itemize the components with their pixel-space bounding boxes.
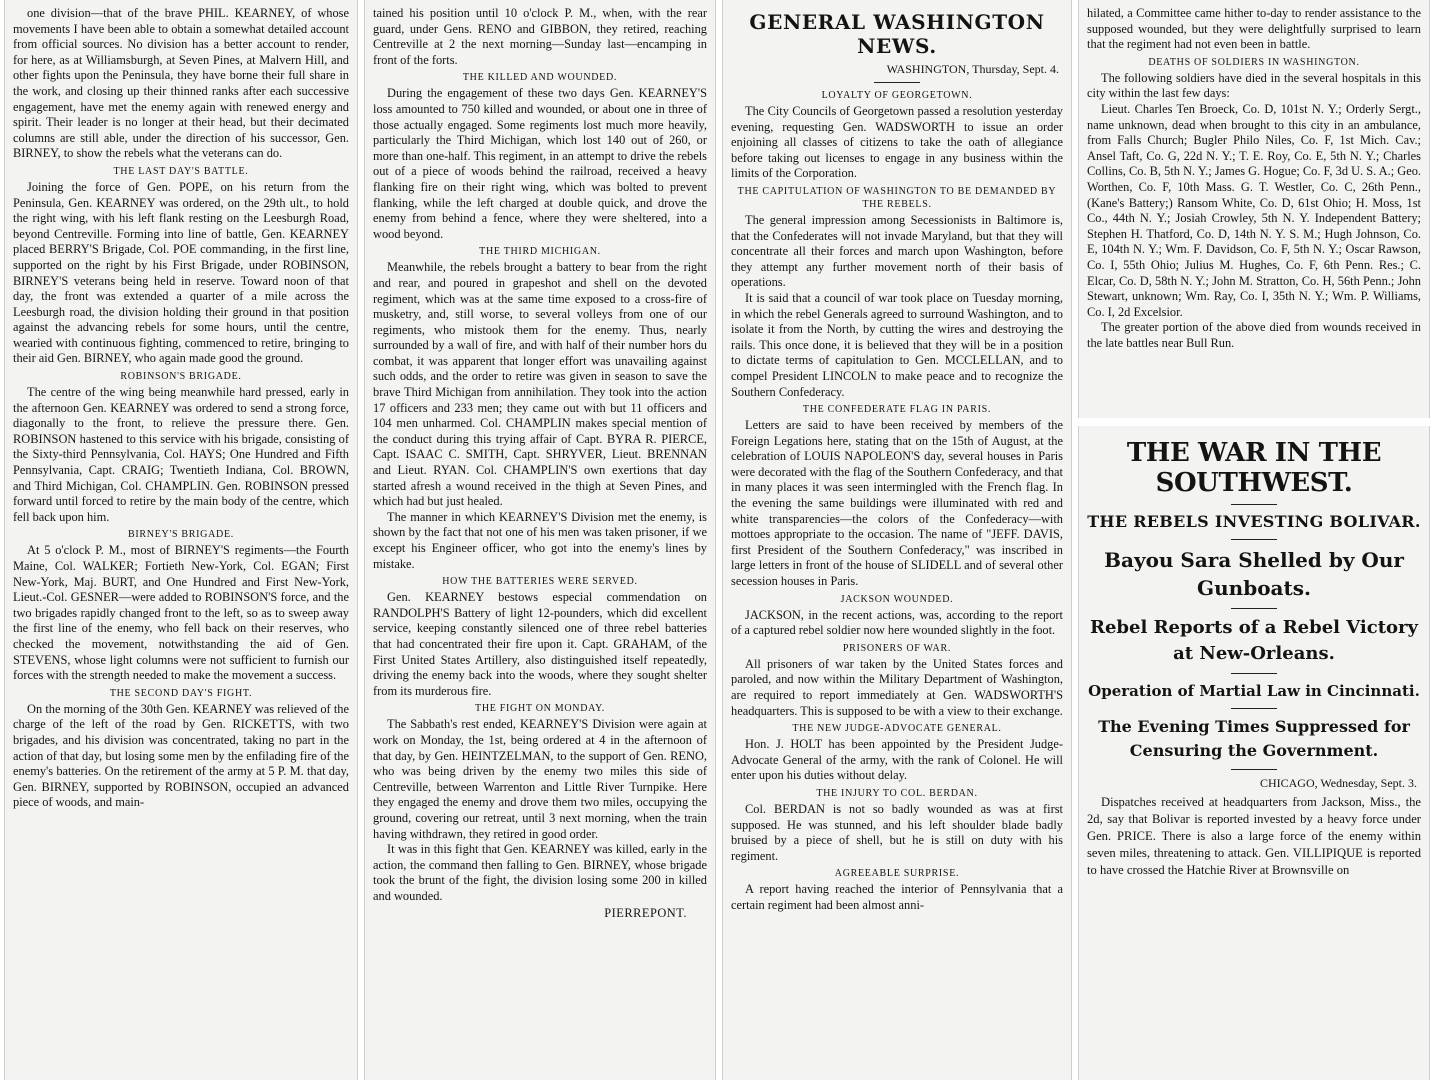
- divider: [1231, 673, 1277, 674]
- divider: [1231, 708, 1277, 709]
- subhead-georgetown: LOYALTY OF GEORGETOWN.: [821, 90, 973, 101]
- paragraph-birney: At 5 o'clock P. M., most of BIRNEY'S regiments—the Fourth Maine, Col. WALKER; Fortieth New-York, Col. EGAN; First New-York, Maj. BURT, and One Hundred and First New-York, Lieut.-Col. GESNER—were added to ROBINSON'S force, and the two brigades rapidly changed front to the left, so as to sweep away the first line of the enemy, who fell back on their reserves, who checked the movement, notwithstanding the aid of Gen. STEVENS, whose light columns were not sufficient to furnish our forces with the strength needed to make the movement a success.: [13, 543, 349, 683]
- paragraph-deaths-note: The greater portion of the above died from wounds received in the late battles near Bull Run.: [1087, 320, 1421, 350]
- paragraph-batteries: Gen. KEARNEY bestows especial commendation on RANDOLPH'S Battery of light 12-pounders, which did excellent service, keeping constantly silenced one of three rebel batteries that had concentrated their fire upon it. Capt. GRAHAM, of the First United States Artillery, also distinguished itself repeatedly, driving the enemy back into the woods, where they sought shelter from its murderous fire.: [373, 590, 707, 698]
- paragraph-berdan: Col. BERDAN is not so badly wounded as was at first supposed. He was stunned, and his left shoulder blade badly bruised by a piece of shell, but he is still on duty with his regiment.: [731, 801, 1063, 863]
- masthead: GENERAL WASHINGTON NEWS.: [749, 10, 1045, 58]
- paragraph-capitulation: The general impression among Secessionists in Baltimore is, that the Confederates will not invade Maryland, but that they will concentrate all their forces and march upon Washington, before they attempt any further movement north of their basis of operations.: [731, 212, 1063, 290]
- paragraph-continued: hilated, a Committee came hither to-day to render assistance to the supposed wounded, but they were delightfully surprised to learn that the regiment had not even been in battle.: [1087, 6, 1421, 52]
- column-war-southwest: [1078, 426, 1430, 1080]
- headline-evening-times: The Evening Times Suppressed for Censuring the Government.: [1098, 717, 1410, 760]
- subhead-deaths: DEATHS OF SOLDIERS IN WASHINGTON.: [1148, 56, 1360, 68]
- paragraph-second-day: On the morning of the 30th Gen. KEARNEY was relieved of the charge of the left of the road by Gen. RICKETTS, with two brigades, and his division was concentrated, taking no part in the action of that day, but losing some men by the enfilading fire of the enemy's batteries. On the retirement of the army at 5 P. M. that day, Gen. BIRNEY, supported by ROBINSON, occupied an advanced piece of woods, and main-: [13, 701, 349, 810]
- paragraph-robinson: The centre of the wing being meanwhile hard pressed, early in the afternoon Gen. KEARNEY was ordered to send a strong force, diagonally to the front, to relieve the pressure there. Gen. ROBINSON hastened to this service with his brigade, consisting of the Sixty-third Pennsylvania, Col. HAYS; One Hundred and Fifth Pennsylvania, Capt. CRAIG; Twentieth Indiana, Col. BROWN, and Third Michigan, Col. CHAMPLIN. Gen. ROBINSON pressed forward until forced to retire by the main body of the centre, which fell back upon him.: [13, 385, 349, 524]
- column-killed-wounded: [364, 0, 716, 1080]
- paragraph-killed: During the engagement of these two days Gen. KEARNEY'S loss amounted to 750 killed and wounded, or about one in three of those actually engaged. Some regiments lost much more heavily, particularly the Third Michigan, which lost 140 out of 260, or more than one-half. This regiment, in an attempt to drive the rebels out of a piece of woods behind the railroad, received a heavy flanking fire on their right wing, which was bolted to prevent flanking, while the left charged at double quick, and drove the enemy from behind a fence, where they were sheltered, into a wood beyond.: [373, 86, 707, 241]
- paragraph-continued: tained his position until 10 o'clock P. M., when, with the rear guard, under Gens. RENO and GIBBON, they retired, reaching Centreville at 2 the next morning—Sunday last—encamping in front of the forts.: [373, 6, 707, 67]
- paragraph-jackson: JACKSON, in the recent actions, was, according to the report of a captured rebel soldier now here wounded slightly in the foot.: [731, 607, 1063, 638]
- subhead-capitulation: THE CAPITULATION OF WASHINGTON TO BE DEMANDED BY THE REBELS.: [737, 185, 1057, 210]
- dateline: WASHINGTON, Thursday, Sept. 4.: [886, 62, 1059, 76]
- headline-new-orleans: Rebel Reports of a Rebel Victory at New-Orleans.: [1090, 617, 1418, 664]
- subhead-second-day: THE SECOND DAY'S FIGHT.: [109, 687, 253, 699]
- subhead-monday: THE FIGHT ON MONDAY.: [475, 703, 605, 715]
- paragraph-deaths-list: Lieut. Charles Ten Broeck, Co. D, 101st N. Y.; Orderly Sergt., name unknown, dead when brought to this city in an ambulance, from Falls Church; Bugler Philo Niles, Co. F, 1st Mich. Cav.; Ansel Taft, Co. G, 22d N. Y.; T. E. Roy, Co. E, 5th N. Y.; Charles Collins, Co. B, 5th N. Y.; James G. Hogue; Co. F, 3d U. S. A.; Geo. Worthen, Co. F, 10th Mass. G. T. Westler, Co. C, 26th Penn., (Kane's Battery;) Ransom White, Co. D, 61st Ohio; H. Moss, 1st Co., 44th N. Y.; Josiah Crowley, 5th N. Y. Independent Battery; Stephen H. Thatford, Co. D, 14th N. Y. S. M.; Hugh Johnson, Co. E, 104th N. Y.; Wm. F. Davidson, Co. F, 5th N. Y.; Oscar Rawson, Co. I, 55th Ohio; Julius M. Hughes, Co. F, 6th Penn. Res.; C. Elcar, Co. D, 58th N. Y.; John M. Stratton, Co. H, 56th Penn.; John Stewart, unknown; Wm. Ray, Co. I, 35th N. Y.; Wm. P. Williams, Co. I, 2d Excelsior.: [1087, 101, 1421, 319]
- paragraph-intro: one division—that of the brave PHIL. KEARNEY, of whose movements I have been able to obtain a somewhat detailed account from official sources. No division has a better account to render, for here, as at Williamsburgh, at Seven Pines, at Malvern Hill, and other fights upon the Peninsula, they have borne their full share in the work, and closing up their thinned ranks after each successive engagement, have met the enemy again with renewed energy and spirit. Their leader is no longer at their head, but their decimated columns are still able, under the direction of his successor, Gen. BIRNEY, to show the rebels what the veterans can do.: [13, 6, 349, 161]
- signature: PIERREPONT.: [604, 906, 687, 921]
- paragraph-prisoners: All prisoners of war taken by the United States forces and paroled, and now within the Military Department of Washington, are required to report immediately at Gen. WADSWORTH'S headquarters. This is supposed to be with a view to their exchange.: [731, 656, 1063, 718]
- subhead-jackson: JACKSON WOUNDED.: [840, 593, 954, 605]
- paragraph-flag: Letters are said to have been received by members of the Foreign Legations here, stating that on the 15th of August, at the celebration of LOUIS NAPOLEON'S day, several houses in Paris were decorated with the flag of the Southern Confederacy, and that in many places it was seen intermingled with the French flag. In the evening the same buildings were illuminated with red and white transparencies—the colors of the Confederacy—with mottoes appropriate to the occasion. The name of "JEFF. DAVIS, first President of the Southern Confederacy," was inscribed in large letters in front of the house of SLIDELL and of several other secession houses in Paris.: [731, 418, 1063, 589]
- column-deaths: [1078, 0, 1430, 418]
- paragraph-council: It is said that a council of war took place on Tuesday morning, in which the rebel Generals agreed to surround Washington, and to isolate it from the North, by cutting the wires and destroying the rails. This once done, it is believed that they will be in a position to dictate terms of capitulation to Gen. MCCLELLAN, and to compel President LINCOLN to make peace and to recognize the Southern Confederacy.: [731, 290, 1063, 399]
- subhead-berdan: THE INJURY TO COL. BERDAN.: [816, 787, 978, 799]
- divider: [1231, 504, 1277, 505]
- column-washington-news: [722, 0, 1072, 1080]
- divider: [874, 82, 920, 83]
- paragraph-georgetown: The City Councils of Georgetown passed a resolution yesterday evening, requesting Gen. WADSWORTH to issue an order enjoining all classes of citizens to take the oath of allegiance before taking out licenses to engage in any business within the limits of the Corporation.: [731, 104, 1063, 181]
- divider: [1231, 608, 1277, 609]
- headline-main: THE WAR IN THE SOUTHWEST.: [1126, 438, 1382, 498]
- headline-bayou-sara: Bayou Sara Shelled by Our Gunboats.: [1104, 548, 1404, 600]
- divider: [1231, 769, 1277, 770]
- subhead-robinson: ROBINSON'S BRIGADE.: [120, 371, 242, 383]
- paragraph-judge-advocate: Hon. J. HOLT has been appointed by the President Judge-Advocate General of the army, with the rank of Colonel. He will enter upon his duties without delay.: [731, 737, 1063, 783]
- paragraph-monday: The Sabbath's rest ended, KEARNEY'S Division were again at work on Monday, the 1st, being ordered at 4 in the afternoon of that day, by Gen. HEINTZELMAN, to the support of Gen. RENO, who was being driven by the enemy two miles this side of Centreville, between Warrenton and Little River Turnpike. Here they engaged the enemy and drove them two miles, occupying the ground, covering our retreat, until 3 next morning, when the train having withdrawn, they retired in good order.: [373, 717, 707, 841]
- column-kearney-division: [4, 0, 358, 1080]
- paragraph-surprise: A report having reached the interior of Pennsylvania that a certain regiment had been almost anni-: [731, 882, 1063, 912]
- paragraph-third-michigan: Meanwhile, the rebels brought a battery to bear from the right and rear, and poured in grapeshot and shell on the devoted regiment, which was at the same time exposed to a cross-fire of musketry, and, still worse, to several volleys from one of our regiments, who mistook them for the enemy. Thus, nearly surrounded by a wall of fire, and with half of their number hors du combat, it was apparent that longer effort was unavailing against such odds, and the order to retire was given in season to save the brave Third Michigan from annihilation. They took into the action 17 officers and 233 men; they came out with but 11 officers and 104 men unharmed. Col. CHAMPLIN makes special mention of the conduct during this trying affair of Capt. BYRA R. PIERCE, Capt. ISAAC C. SMITH, Capt. SHRYVER, Lieut. BRENNAN and Lieut. RYAN. Col. CHAMPLIN'S own exertions that day started afresh a wound received in the thigh at Seven Pines, and which had but just healed.: [373, 260, 707, 509]
- subhead-birney: BIRNEY'S BRIGADE.: [128, 529, 234, 541]
- headline-cincinnati: Operation of Martial Law in Cincinnati.: [1088, 682, 1420, 700]
- subhead-killed: THE KILLED AND WOUNDED.: [462, 72, 618, 84]
- subhead-batteries: HOW THE BATTERIES WERE SERVED.: [442, 576, 638, 588]
- subhead-flag: THE CONFEDERATE FLAG IN PARIS.: [802, 404, 992, 416]
- subhead-last-day: THE LAST DAY'S BATTLE.: [113, 165, 249, 177]
- divider: [1231, 539, 1277, 540]
- headline-bolivar: THE REBELS INVESTING BOLIVAR.: [1087, 512, 1421, 531]
- subhead-judge-advocate: THE NEW JUDGE-ADVOCATE GENERAL.: [792, 723, 1002, 735]
- paragraph-kearney-killed: It was in this fight that Gen. KEARNEY was killed, early in the action, the command then falling to Gen. BIRNEY, whose brigade took the brunt of the fight, the division losing some 200 in killed and wounded.: [373, 842, 707, 903]
- paragraph-dispatch: Dispatches received at headquarters from Jackson, Miss., the 2d, say that Bolivar is reported invested by a heavy force under Gen. PRICE. There is also a large force of the enemy within seven miles, threatening to attack. Gen. VILLIPIQUE is reported to have crossed the Hatchie River at Brownsville on: [1087, 794, 1421, 877]
- subhead-surprise: AGREEABLE SURPRISE.: [834, 868, 960, 880]
- subhead-prisoners: PRISONERS OF WAR.: [842, 642, 952, 654]
- subhead-third-michigan: THE THIRD MICHIGAN.: [479, 246, 601, 258]
- dateline-chicago: CHICAGO, Wednesday, Sept. 3.: [1259, 776, 1417, 790]
- paragraph-manner: The manner in which KEARNEY'S Division met the enemy, is shown by the fact that not one of his men was taken prisoner, if we except his Engineer officer, who got into the enemy's lines by mistake.: [373, 509, 707, 571]
- paragraph-last-day: Joining the force of Gen. POPE, on his return from the Peninsula, Gen. KEARNEY was ordered, on the 29th ult., to hold the right wing, with his left flank resting on the Leesburgh Road, beyond Centreville. Forming into line of battle, Gen. KEARNEY placed BERRY'S Brigade, Col. POE commanding, in the first line, supported on the right by his First Brigade, under ROBINSON, BIRNEY'S veterans being held in reserve. Toward noon of that day, the front was extended a quarter of a mile across the Leesburgh road, the division holding their ground in that position against the advancing rebels for some hours, until the centre, wearied with continuous fighting, commenced to retire, bringing to their aid Gen. BIRNEY, who again made good the ground.: [13, 179, 349, 366]
- paragraph-deaths-intro: The following soldiers have died in the several hospitals in this city within the last few days:: [1087, 70, 1421, 101]
